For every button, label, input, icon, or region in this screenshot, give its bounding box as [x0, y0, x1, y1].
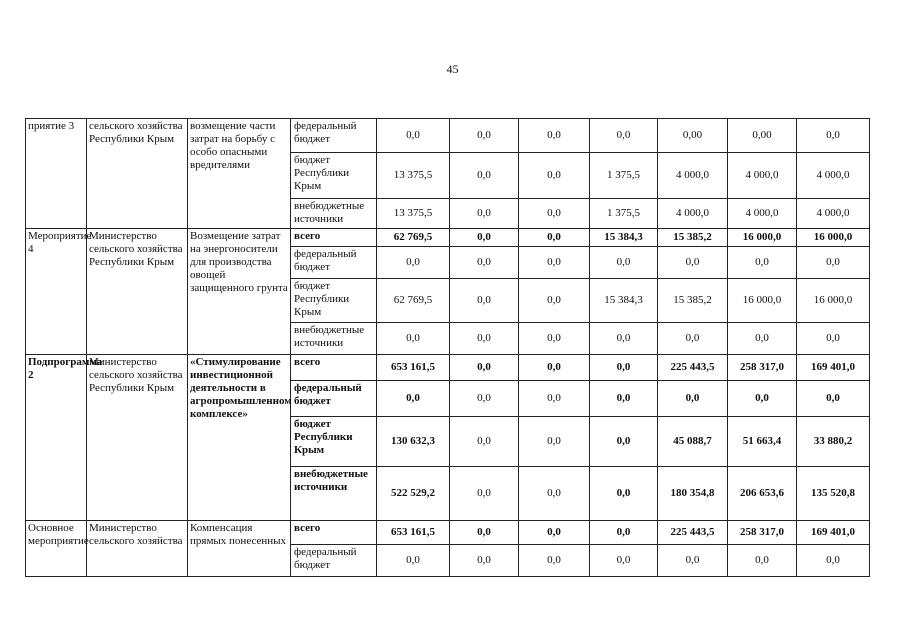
event-name-cell: возмещение части затрат на борьбу с особо опасными вредителями	[188, 119, 291, 229]
value-cell: 1 375,5	[590, 199, 658, 229]
value-cell: 522 529,2	[377, 467, 450, 521]
value-cell: 15 385,2	[658, 279, 728, 323]
value-cell: 0,0	[519, 381, 590, 417]
value-cell: 0,0	[450, 153, 519, 199]
value-cell: 0,0	[519, 119, 590, 153]
responsible-cell: сельского хозяйства Республики Крым	[87, 119, 188, 229]
value-cell: 13 375,5	[377, 199, 450, 229]
value-cell: 169 401,0	[797, 355, 870, 381]
value-cell: 0,0	[797, 381, 870, 417]
value-cell: 0,00	[658, 119, 728, 153]
table-row	[26, 355, 870, 381]
value-cell: 15 385,2	[658, 229, 728, 247]
value-cell: 13 375,5	[377, 153, 450, 199]
value-cell: 0,0	[450, 229, 519, 247]
value-cell: 0,0	[590, 467, 658, 521]
value-cell: 653 161,5	[377, 521, 450, 545]
value-cell: 0,0	[377, 247, 450, 279]
value-cell: 0,0	[797, 247, 870, 279]
value-cell: 4 000,0	[658, 199, 728, 229]
value-cell: 4 000,0	[728, 153, 797, 199]
value-cell: 0,0	[590, 417, 658, 467]
event-code-cell: Подпрограмма 2	[26, 355, 87, 521]
value-cell: 0,0	[450, 119, 519, 153]
table-row	[26, 229, 870, 247]
event-code-cell: Мероприятие 4	[26, 229, 87, 355]
table-row	[26, 521, 870, 545]
value-cell: 0,0	[519, 545, 590, 577]
value-cell: 0,0	[377, 545, 450, 577]
value-cell: 15 384,3	[590, 279, 658, 323]
value-cell: 62 769,5	[377, 229, 450, 247]
value-cell: 0,0	[590, 247, 658, 279]
value-cell: 0,0	[519, 279, 590, 323]
funding-source-cell: федеральный бюджет	[291, 545, 377, 577]
value-cell: 130 632,3	[377, 417, 450, 467]
value-cell: 0,0	[519, 467, 590, 521]
funding-source-cell: бюджет Республики Крым	[291, 417, 377, 467]
value-cell: 225 443,5	[658, 355, 728, 381]
event-code-cell: Основное мероприятие	[26, 521, 87, 577]
value-cell: 0,0	[519, 417, 590, 467]
funding-source-cell: внебюджетные источники	[291, 467, 377, 521]
value-cell: 0,0	[450, 381, 519, 417]
value-cell: 0,0	[377, 119, 450, 153]
value-cell: 0,0	[590, 545, 658, 577]
value-cell: 180 354,8	[658, 467, 728, 521]
value-cell: 0,0	[658, 381, 728, 417]
value-cell: 0,0	[728, 545, 797, 577]
value-cell: 135 520,8	[797, 467, 870, 521]
funding-source-cell: всего	[291, 229, 377, 247]
value-cell: 15 384,3	[590, 229, 658, 247]
value-cell: 0,0	[797, 323, 870, 355]
funding-source-cell: федеральный бюджет	[291, 119, 377, 153]
value-cell: 51 663,4	[728, 417, 797, 467]
value-cell: 0,0	[450, 355, 519, 381]
value-cell: 1 375,5	[590, 153, 658, 199]
value-cell: 16 000,0	[797, 279, 870, 323]
responsible-cell: Министерство сельского хозяйства Республики Крым	[87, 355, 188, 521]
value-cell: 4 000,0	[797, 153, 870, 199]
value-cell: 0,0	[377, 323, 450, 355]
value-cell: 0,0	[519, 199, 590, 229]
value-cell: 4 000,0	[658, 153, 728, 199]
value-cell: 16 000,0	[728, 229, 797, 247]
value-cell: 0,0	[658, 545, 728, 577]
value-cell: 0,0	[519, 153, 590, 199]
value-cell: 0,0	[519, 355, 590, 381]
funding-source-cell: всего	[291, 355, 377, 381]
page-number: 45	[446, 62, 459, 76]
value-cell: 169 401,0	[797, 521, 870, 545]
value-cell: 0,0	[519, 323, 590, 355]
value-cell: 0,0	[519, 247, 590, 279]
value-cell: 0,0	[450, 417, 519, 467]
value-cell: 0,0	[519, 229, 590, 247]
value-cell: 0,0	[519, 521, 590, 545]
value-cell: 0,0	[377, 381, 450, 417]
value-cell: 16 000,0	[728, 279, 797, 323]
value-cell: 0,0	[450, 545, 519, 577]
responsible-cell: Министерство сельского хозяйства	[87, 521, 188, 577]
value-cell: 0,0	[590, 323, 658, 355]
event-name-cell: «Стимулирование инвестиционной деятельности в агропромышленном комплексе»	[188, 355, 291, 521]
funding-source-cell: бюджет Республики Крым	[291, 153, 377, 199]
value-cell: 206 653,6	[728, 467, 797, 521]
value-cell: 0,0	[590, 355, 658, 381]
value-cell: 0,00	[728, 119, 797, 153]
value-cell: 0,0	[590, 381, 658, 417]
value-cell: 0,0	[450, 323, 519, 355]
funding-source-cell: внебюджетные источники	[291, 323, 377, 355]
event-name-cell: Возмещение затрат на энергоносители для производства овощей защищенного грунта	[188, 229, 291, 355]
value-cell: 0,0	[450, 247, 519, 279]
value-cell: 258 317,0	[728, 355, 797, 381]
funding-source-cell: федеральный бюджет	[291, 381, 377, 417]
event-name-cell: Компенсация прямых понесенных	[188, 521, 291, 577]
value-cell: 4 000,0	[728, 199, 797, 229]
value-cell: 0,0	[728, 323, 797, 355]
funding-source-cell: бюджет Республики Крым	[291, 279, 377, 323]
value-cell: 653 161,5	[377, 355, 450, 381]
value-cell: 0,0	[450, 279, 519, 323]
funding-source-cell: федеральный бюджет	[291, 247, 377, 279]
responsible-cell: Министерство сельского хозяйства Республики Крым	[87, 229, 188, 355]
value-cell: 0,0	[797, 545, 870, 577]
funding-source-cell: всего	[291, 521, 377, 545]
value-cell: 0,0	[450, 467, 519, 521]
table-row	[26, 119, 870, 153]
value-cell: 225 443,5	[658, 521, 728, 545]
budget-table	[25, 118, 870, 577]
value-cell: 0,0	[658, 247, 728, 279]
value-cell: 258 317,0	[728, 521, 797, 545]
value-cell: 0,0	[450, 521, 519, 545]
value-cell: 0,0	[658, 323, 728, 355]
value-cell: 33 880,2	[797, 417, 870, 467]
value-cell: 45 088,7	[658, 417, 728, 467]
value-cell: 0,0	[728, 381, 797, 417]
value-cell: 4 000,0	[797, 199, 870, 229]
value-cell: 62 769,5	[377, 279, 450, 323]
value-cell: 0,0	[728, 247, 797, 279]
value-cell: 0,0	[450, 199, 519, 229]
value-cell: 0,0	[590, 119, 658, 153]
value-cell: 16 000,0	[797, 229, 870, 247]
funding-source-cell: внебюджетные источники	[291, 199, 377, 229]
value-cell: 0,0	[797, 119, 870, 153]
value-cell: 0,0	[590, 521, 658, 545]
event-code-cell: приятие 3	[26, 119, 87, 229]
